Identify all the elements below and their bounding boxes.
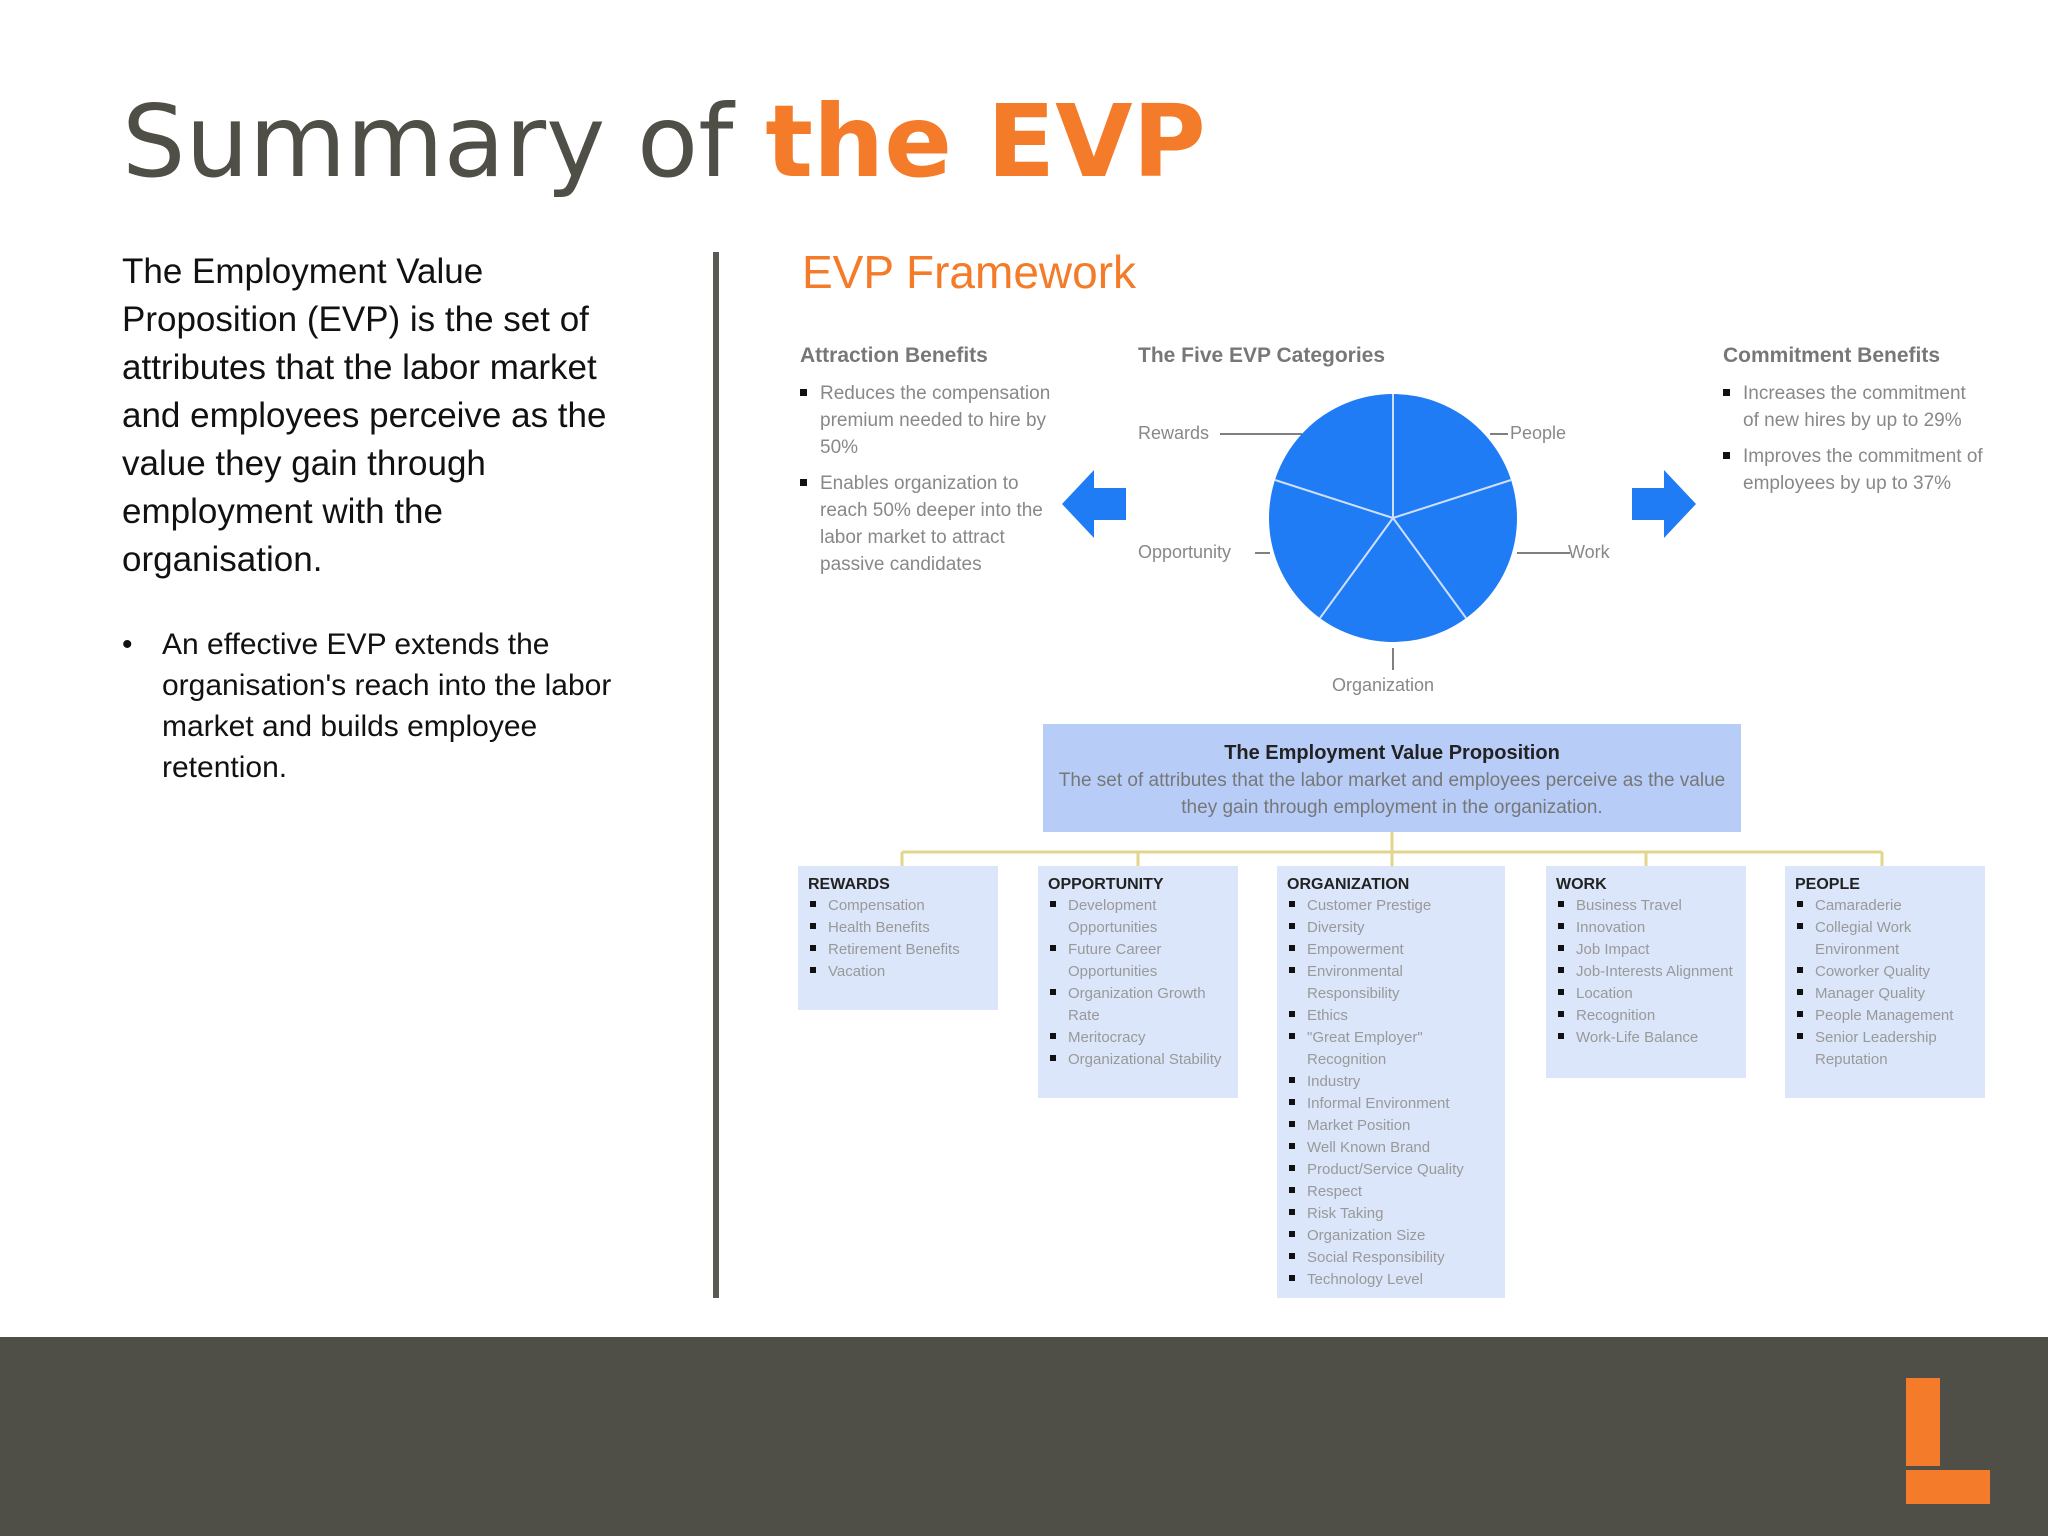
pie-label-rewards: Rewards xyxy=(1138,423,1210,443)
category-item: Vacation xyxy=(808,961,988,983)
category-item: Informal Environment xyxy=(1287,1093,1495,1115)
intro-paragraph: The Employment Value Proposition (EVP) is the set of attributes that the labor market and employees perceive as the value they gain through employment with the organisation. xyxy=(122,252,607,579)
category-item: Development Opportunities xyxy=(1048,895,1228,939)
vertical-divider xyxy=(713,252,719,1298)
category-item: Compensation xyxy=(808,895,988,917)
page-title xyxy=(122,82,1206,202)
category-item: Collegial Work Environment xyxy=(1795,917,1975,961)
category-item: "Great Employer" Recognition xyxy=(1287,1027,1495,1071)
category-item: Manager Quality xyxy=(1795,983,1975,1005)
category-item: Empowerment xyxy=(1287,939,1495,961)
category-item: Market Position xyxy=(1287,1115,1495,1137)
category-item: People Management xyxy=(1795,1005,1975,1027)
category-item: Senior Leadership Reputation xyxy=(1795,1027,1975,1071)
category-box-organization xyxy=(1277,866,1505,1298)
arrow-left-icon xyxy=(1062,470,1128,538)
category-item: Ethics xyxy=(1287,1005,1495,1027)
category-title: PEOPLE xyxy=(1795,876,1860,893)
pie-label-opportunity: Opportunity xyxy=(1138,542,1232,562)
category-item: Customer Prestige xyxy=(1287,895,1495,917)
category-box-work xyxy=(1546,866,1746,1078)
category-item: Risk Taking xyxy=(1287,1203,1495,1225)
category-item: Product/Service Quality xyxy=(1287,1159,1495,1181)
title-part-1: Summary of xyxy=(122,83,766,200)
attraction-list xyxy=(800,380,1062,587)
category-item: Camaraderie xyxy=(1795,895,1975,917)
category-item: Well Known Brand xyxy=(1287,1137,1495,1159)
category-box-rewards xyxy=(798,866,998,1010)
bullet-marker: • xyxy=(122,628,133,661)
category-item: Organization Growth Rate xyxy=(1048,983,1228,1027)
attraction-heading: Attraction Benefits xyxy=(800,344,988,367)
category-item: Diversity xyxy=(1287,917,1495,939)
bullet-text: An effective EVP extends the organisation's reach into the labor market and builds employee retention. xyxy=(162,628,612,784)
l-shape-logo xyxy=(1906,1378,1990,1506)
categories-heading: The Five EVP Categories xyxy=(1138,344,1386,367)
category-item: Social Responsibility xyxy=(1287,1247,1495,1269)
category-item: Work-Life Balance xyxy=(1556,1027,1736,1049)
attraction-item: Reduces the compensation premium needed to hire by 50% xyxy=(800,380,1062,461)
footer-bar xyxy=(0,1337,2048,1536)
category-item: Future Career Opportunities xyxy=(1048,939,1228,983)
category-item: Location xyxy=(1556,983,1736,1005)
category-title: ORGANIZATION xyxy=(1287,876,1410,893)
category-item: Respect xyxy=(1287,1181,1495,1203)
category-item: Technology Level xyxy=(1287,1269,1495,1291)
category-title: REWARDS xyxy=(808,876,890,893)
commitment-list xyxy=(1723,380,1983,506)
category-box-people xyxy=(1785,866,1985,1098)
evp-box-heading: The Employment Value Proposition xyxy=(1224,742,1560,764)
pie-label-organization: Organization xyxy=(1332,675,1435,695)
pie-label-work: Work xyxy=(1568,542,1610,562)
category-item: Innovation xyxy=(1556,917,1736,939)
category-item: Health Benefits xyxy=(808,917,988,939)
category-item: Organizational Stability xyxy=(1048,1049,1228,1071)
evp-box-text: The set of attributes that the labor market and employees perceive as the value they gain through employment in the organization. xyxy=(1058,770,1726,818)
category-item: Organization Size xyxy=(1287,1225,1495,1247)
category-item: Retirement Benefits xyxy=(808,939,988,961)
category-item: Job Impact xyxy=(1556,939,1736,961)
bullet-item xyxy=(122,624,642,788)
category-item: Coworker Quality xyxy=(1795,961,1975,983)
category-item: Business Travel xyxy=(1556,895,1736,917)
category-item: Meritocracy xyxy=(1048,1027,1228,1049)
category-item: Job-Interests Alignment xyxy=(1556,961,1736,983)
commitment-item: Improves the commitment of employees by up to 37% xyxy=(1723,443,1983,497)
framework-title: EVP Framework xyxy=(802,246,1137,298)
category-box-opportunity xyxy=(1038,866,1238,1098)
commitment-item: Increases the commitment of new hires by up to 29% xyxy=(1723,380,1983,434)
category-item: Industry xyxy=(1287,1071,1495,1093)
category-title: WORK xyxy=(1556,876,1607,893)
evp-definition-box xyxy=(1043,724,1741,832)
category-item: Environmental Responsibility xyxy=(1287,961,1495,1005)
category-item: Recognition xyxy=(1556,1005,1736,1027)
title-part-2: the EVP xyxy=(765,83,1206,200)
attraction-item: Enables organization to reach 50% deeper into the labor market to attract passive candidates xyxy=(800,470,1062,578)
commitment-heading: Commitment Benefits xyxy=(1723,344,1941,367)
category-title: OPPORTUNITY xyxy=(1048,876,1164,893)
pie-label-people: People xyxy=(1510,423,1567,443)
